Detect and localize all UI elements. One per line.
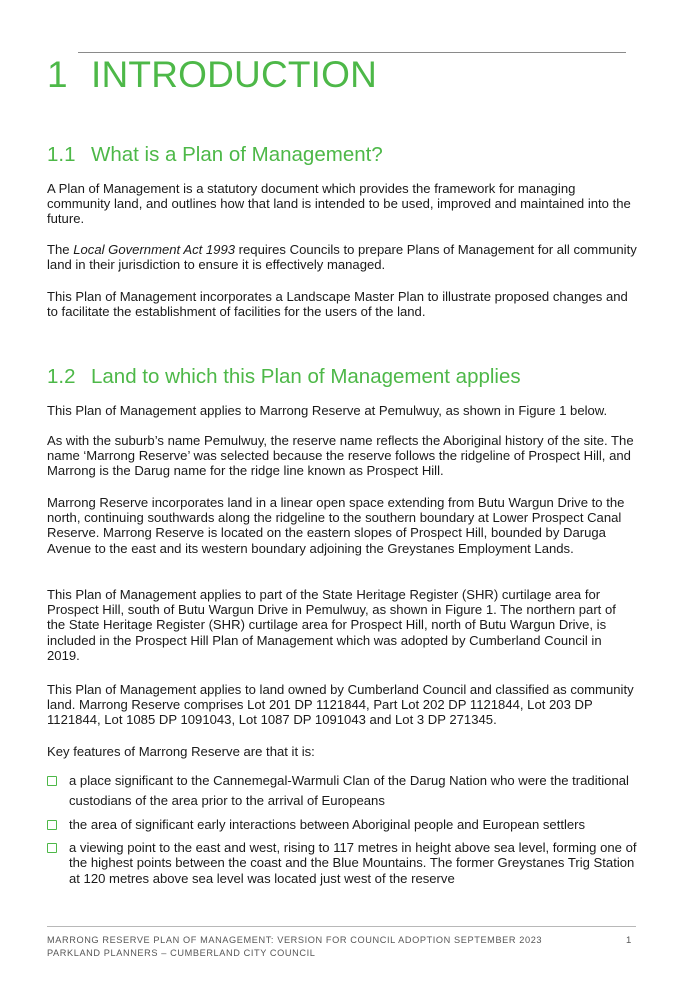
paragraph-text: The xyxy=(47,242,74,257)
paragraph: This Plan of Management applies to land owned by Cumberland Council and classified as community land. Marrong Reserve comprises Lot 201 DP 1121844, Part Lot 202 DP 1121844, Lot 203 DP 1121844, Lot 1085 DP 1091043, Lot 1087 DP 1091043 and Lot 3 DP 271345. xyxy=(47,682,634,728)
section-heading-1-1 xyxy=(47,143,383,167)
footer-divider xyxy=(47,926,636,927)
page-number: 1 xyxy=(626,935,632,946)
section-number: 1.2 xyxy=(47,365,76,388)
paragraph: Key features of Marrong Reserve are that it is: xyxy=(47,744,315,759)
paragraph: This Plan of Management applies to Marrong Reserve at Pemulwuy, as shown in Figure 1 below. xyxy=(47,403,608,418)
checkbox-square-icon xyxy=(47,843,57,853)
list-item xyxy=(47,815,637,835)
paragraph: This Plan of Management applies to part of the State Heritage Register (SHR) curtilage area for Prospect Hill, south of Butu Wargun Drive in Pemulwuy, as shown in Figure 1. The northern part of the State Heritage Register (SHR) curtilage area for Prospect Hill, north of Butu Wargun Drive, is included in the Prospect Hill Plan of Management which was adopted by Cumberland Council in 2019. xyxy=(47,587,616,663)
paragraph xyxy=(47,242,637,272)
act-title: Local Government Act 1993 xyxy=(73,242,236,257)
list-item-text: the area of significant early interactions between Aboriginal people and European settlers xyxy=(69,817,586,832)
paragraph: Marrong Reserve incorporates land in a linear open space extending from Butu Wargun Drive to the north, continuing southwards along the ridgeline to the southern boundary at Lower Prospect Canal Reserve. Marrong Reserve is located on the eastern slopes of Prospect Hill, bounded by Daruga Avenue to the east and its western boundary adjoining the Greystanes Employment Lands. xyxy=(47,495,625,556)
list-item xyxy=(47,840,637,888)
paragraph: This Plan of Management incorporates a Landscape Master Plan to illustrate proposed changes and to facilitate the establishment of facilities for the users of the land. xyxy=(47,289,628,320)
paragraph: As with the suburb’s name Pemulwuy, the reserve name reflects the Aboriginal history of the site. The name ‘Marrong Reserve’ was selected because the reserve follows the ridgeline of Prospect Hill, and Marrong is the Darug name for the ridge line known as Prospect Hill. xyxy=(47,433,634,479)
section-heading-1-2 xyxy=(47,365,521,389)
section-number: 1.1 xyxy=(47,143,76,166)
footer-line-2: PARKLAND PLANNERS – CUMBERLAND CITY COUNCIL xyxy=(47,948,316,958)
list-item-text: a place significant to the Cannemegal-Warmuli Clan of the Darug Nation who were the traditional custodians of the area prior to the arrival of Europeans xyxy=(69,773,629,808)
list-item-text: a viewing point to the east and west, rising to 117 metres in height above sea level, forming one of the highest points between the coast and the Blue Mountains. The former Greystanes Trig Station at 120 metres above sea level was located just west of the reserve xyxy=(69,840,637,886)
paragraph-text: requires Councils to prepare Plans of Management for all community land in their jurisdiction to ensure it is effectively managed. xyxy=(47,242,637,273)
checkbox-square-icon xyxy=(47,820,57,830)
top-divider xyxy=(78,52,626,53)
footer-line-1: MARRONG RESERVE PLAN OF MANAGEMENT: VERSION FOR COUNCIL ADOPTION SEPTEMBER 2023 xyxy=(47,935,543,945)
paragraph: A Plan of Management is a statutory document which provides the framework for managing community land, and outlines how that land is intended to be used, improved and maintained into the future. xyxy=(47,181,631,227)
section-title: What is a Plan of Management? xyxy=(91,143,383,166)
checkbox-square-icon xyxy=(47,776,57,786)
section-title: Land to which this Plan of Management applies xyxy=(91,365,521,388)
chapter-number: 1 xyxy=(47,54,68,95)
list-item xyxy=(47,771,637,811)
chapter-title: INTRODUCTION xyxy=(91,54,378,95)
chapter-heading xyxy=(47,54,377,96)
